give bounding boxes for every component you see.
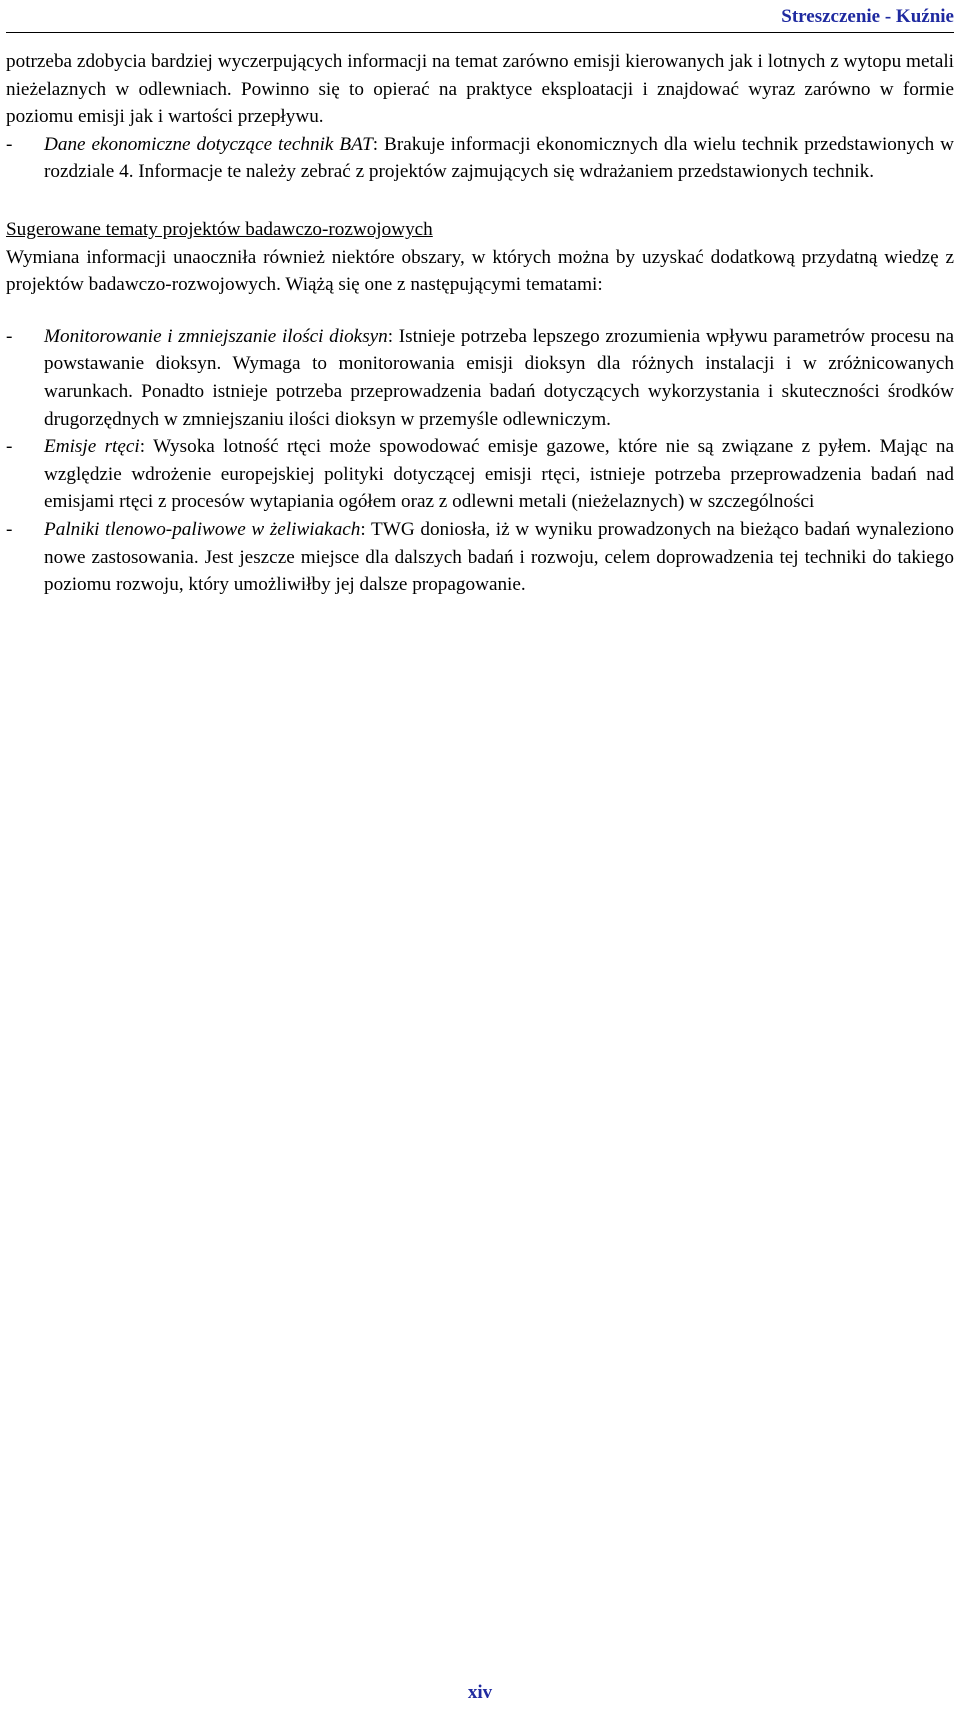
section-heading: Sugerowane tematy projektów badawczo-rozwojowych	[6, 218, 433, 240]
bullet-dash: -	[6, 518, 13, 540]
bullet-dash: -	[6, 133, 13, 155]
bullet-lead: Emisje rtęci	[44, 436, 140, 458]
header-title: Streszczenie - Kuźnie	[781, 6, 954, 27]
bullet-lead: Dane ekonomiczne dotyczące technik BAT	[44, 133, 373, 155]
bullet-text: Istnieje potrzeba lepszego zrozumienia wpływu parametrów procesu na powstawanie dioksyn. Wymaga to monitorowania emisji dioksyn dla różnych instalacji i w zróżnicowanych warunkach. Ponadto istnieje potrzeba przeprowadzenia badań dotyczących wykorzystania i skuteczności środków drugorzędnych w zmniejszaniu ilości dioksyn w przemyśle odlewniczym.	[44, 325, 954, 430]
spacer	[6, 299, 954, 323]
bullet-text: Wysoka lotność rtęci może spowodować emisje gazowe, które nie są związane z pyłem. Mając na względzie wdrożenie europejskiej polityki dotyczącej emisji rtęci, istnieje potrzeba przeprowadzenia badań nad emisjami rtęci z procesów wytapiania ogółem oraz z odlewni metali (nieżelaznych) w szczególności	[44, 436, 955, 513]
bullet-separator: :	[387, 325, 399, 347]
bullet-text: Brakuje informacji ekonomicznych dla wielu technik przedstawionych w rozdziale 4. Informacje te należy zebrać z projektów zajmujących się wdrażaniem przedstawionych technik.	[44, 133, 954, 183]
intro-paragraph: potrzeba zdobycia bardziej wyczerpujących informacji na temat zarówno emisji kierowanych jak i lotnych z wytopu metali nieżelaznych w odlewniach. Powinno się to opierać na praktyce eksploatacji i znajdować wyraz zarówno w formie poziomu emisji jak i wartości przepływu.	[6, 51, 954, 128]
bullet-separator: :	[139, 436, 154, 458]
bullet-dash: -	[6, 436, 13, 458]
bullet-item-oxy-fuel-burners	[6, 516, 954, 599]
bullet-separator: :	[360, 518, 372, 540]
bullet-separator: :	[372, 133, 385, 155]
bullet-lead: Palniki tlenowo-paliwowe w żeliwiakach	[44, 518, 361, 540]
page-number: xiv	[467, 1682, 493, 1703]
bullet-dash: -	[6, 325, 13, 347]
bullet-item-economic-data	[6, 131, 954, 186]
bullet-lead: Monitorowanie i zmniejszanie ilości dioksyn	[44, 325, 388, 347]
bullet-item-dioxins	[6, 323, 954, 433]
section-paragraph: Wymiana informacji unaoczniła również niektóre obszary, w których można by uzyskać dodatkową przydatną wiedzę z projektów badawczo-rozwojowych. Wiążą się one z następującymi tematami:	[6, 246, 954, 296]
spacer	[6, 186, 954, 216]
document-body	[6, 48, 954, 599]
bullet-item-mercury	[6, 433, 954, 516]
page-header	[6, 6, 954, 33]
bullet-text: TWG doniosła, iż w wyniku prowadzonych na bieżąco badań wynaleziono nowe zastosowania. Jest jeszcze miejsce dla dalszych badań i rozwoju, celem doprowadzenia tej techniki do takiego poziomu rozwoju, który umożliwiłby jej dalsze propagowanie.	[44, 518, 954, 596]
